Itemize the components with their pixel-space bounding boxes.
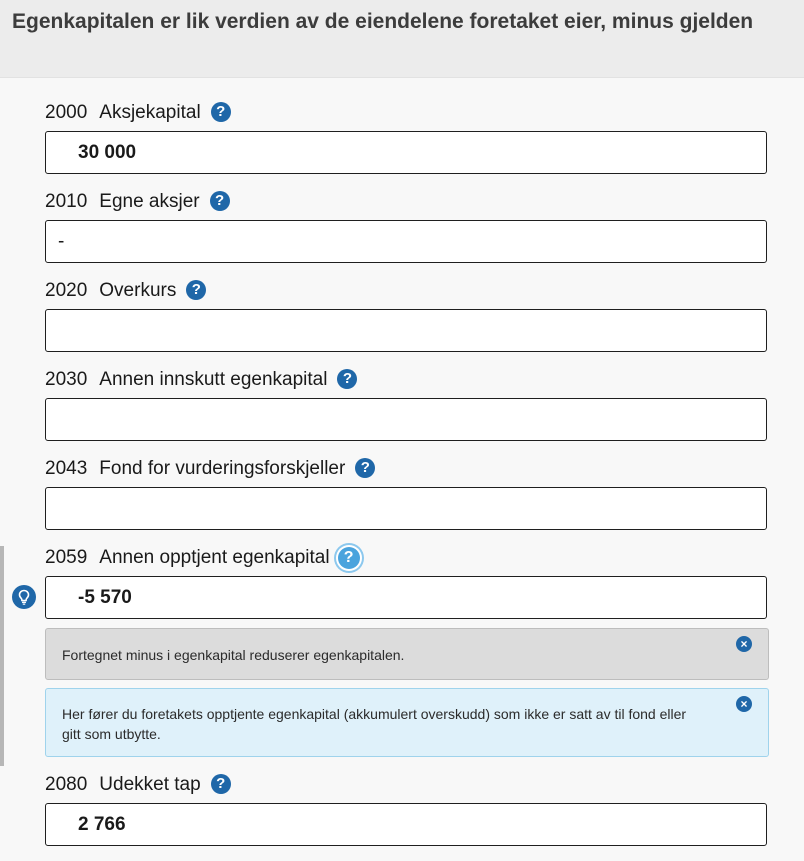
warning-message: [45, 628, 769, 680]
field-code: 2043: [45, 458, 88, 479]
field-name: Fond for vurderingsforskjeller: [99, 458, 346, 479]
field-code: 2080: [45, 774, 88, 795]
field-name: Annen innskutt egenkapital: [99, 369, 328, 390]
field-name: Overkurs: [99, 280, 177, 301]
input-aksjekapital[interactable]: 30 000: [45, 131, 767, 174]
field-name: Udekket tap: [99, 774, 201, 795]
help-icon[interactable]: ?: [337, 369, 357, 389]
help-icon[interactable]: ?: [186, 280, 206, 300]
field-name: Aksjekapital: [99, 102, 201, 123]
field-label-2020: [45, 278, 206, 304]
help-icon[interactable]: ?: [211, 774, 231, 794]
field-code: 2020: [45, 280, 88, 301]
help-icon[interactable]: ?: [355, 458, 375, 478]
field-label-2080: [45, 772, 231, 798]
active-field-indicator: [0, 546, 4, 766]
input-egne-aksjer[interactable]: -: [45, 220, 767, 263]
input-fond-for-vurderingsforskjeller[interactable]: [45, 487, 767, 530]
help-icon[interactable]: ?: [210, 191, 230, 211]
field-code: 2059: [45, 547, 88, 568]
warning-text: Fortegnet minus i egenkapital reduserer egenkapitalen.: [62, 647, 405, 663]
lightbulb-icon[interactable]: [12, 585, 36, 609]
info-message: [45, 688, 769, 757]
input-annen-opptjent-egenkapital[interactable]: -5 570: [45, 576, 767, 619]
info-text: Her fører du foretakets opptjente egenkapital (akkumulert overskudd) som ikke er satt av til fond eller gitt som utbytte.: [62, 706, 687, 742]
field-label-2010: [45, 189, 230, 215]
page-title: Egenkapitalen er lik verdien av de eiendelene foretaket eier, minus gjelden: [12, 10, 754, 33]
page-header: [0, 0, 804, 78]
field-label-2030: [45, 367, 357, 393]
close-icon[interactable]: ×: [736, 636, 752, 652]
input-overkurs[interactable]: [45, 309, 767, 352]
input-udekket-tap[interactable]: 2 766: [45, 803, 767, 846]
field-name: Annen opptjent egenkapital: [99, 547, 330, 568]
field-label-2000: [45, 100, 231, 126]
close-icon[interactable]: ×: [736, 696, 752, 712]
field-name: Egne aksjer: [99, 191, 200, 212]
help-icon[interactable]: ?: [211, 102, 231, 122]
input-annen-innskutt-egenkapital[interactable]: [45, 398, 767, 441]
field-code: 2030: [45, 369, 88, 390]
field-label-2043: [45, 456, 375, 482]
field-code: 2010: [45, 191, 88, 212]
field-code: 2000: [45, 102, 88, 123]
help-icon-active[interactable]: ?: [338, 547, 360, 569]
field-label-2059: [45, 545, 360, 571]
